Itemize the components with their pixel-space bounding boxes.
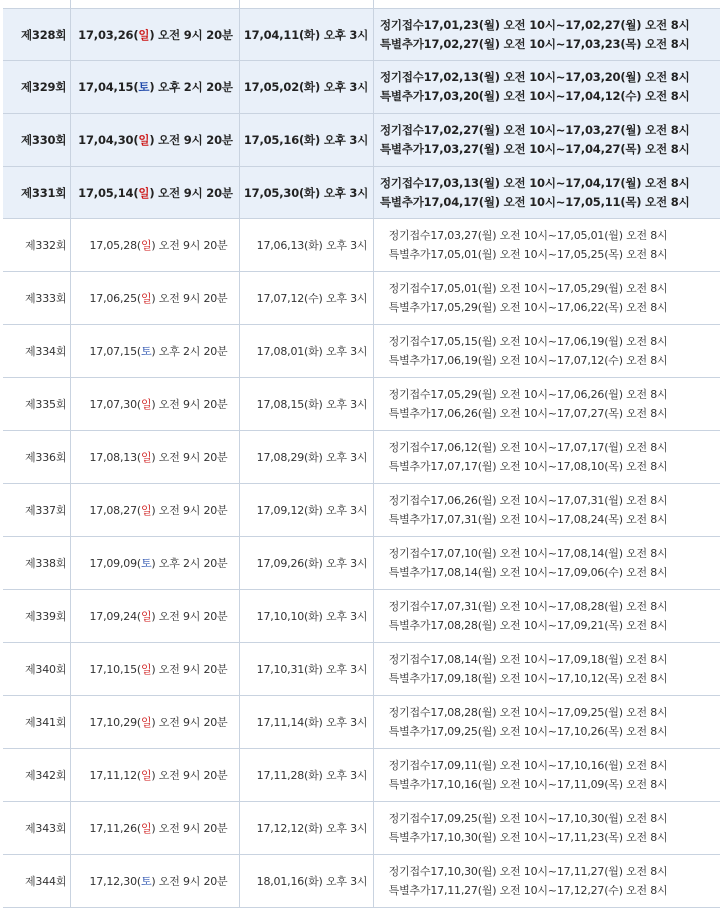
draw-time: ) 오전 9시 20분: [151, 875, 228, 888]
round-number: 제329회: [3, 61, 70, 114]
extra-application: 특별추가17,09,25(월) 오전 10시~17,10,26(목) 오전 8시: [388, 725, 668, 738]
draw-date: 17,10,29(: [89, 716, 141, 729]
extra-application: 특별추가17,08,14(월) 오전 10시~17,09,06(수) 오전 8시: [388, 566, 668, 579]
extra-application: 특별추가17,09,18(월) 오전 10시~17,10,12(목) 오전 8시: [388, 672, 668, 685]
top-edge-row: [3, 0, 720, 9]
extra-application: 특별추가17,05,29(월) 오전 10시~17,06,22(목) 오전 8시: [388, 301, 668, 314]
extra-application: 특별추가17,07,31(월) 오전 10시~17,08,24(목) 오전 8시: [388, 513, 668, 526]
draw-date: 17,10,15(: [89, 663, 141, 676]
draw-date: 17,09,24(: [89, 610, 141, 623]
regular-application: 정기접수17,06,26(월) 오전 10시~17,07,31(월) 오전 8시: [388, 494, 668, 507]
draw-weekday: 일: [140, 663, 152, 676]
schedule-row: [3, 537, 720, 590]
application-period: [373, 272, 720, 325]
schedule-row: [3, 272, 720, 325]
draw-datetime: [70, 114, 239, 167]
draw-date: 17,12,30(: [89, 875, 141, 888]
draw-weekday: 일: [140, 398, 152, 411]
draw-weekday: 일: [140, 451, 152, 464]
draw-datetime: [70, 749, 239, 802]
draw-weekday: 일: [140, 769, 152, 782]
draw-time: ) 오전 9시 20분: [149, 27, 233, 42]
regular-application: 정기접수17,10,30(월) 오전 10시~17,11,27(월) 오전 8시: [388, 865, 668, 878]
round-number: 제331회: [3, 167, 70, 219]
payment-start: 17,11,28(화) 오후 3시: [239, 749, 373, 802]
round-number: 제328회: [3, 9, 70, 61]
application-period: [373, 61, 720, 114]
draw-time: ) 오전 9시 20분: [149, 133, 233, 147]
draw-datetime: [70, 643, 239, 696]
round-number: 제335회: [3, 378, 70, 431]
draw-datetime: [70, 484, 239, 537]
regular-application: 정기접수17,09,11(월) 오전 10시~17,10,16(월) 오전 8시: [388, 759, 668, 772]
regular-application: 정기접수17,03,27(월) 오전 10시~17,05,01(월) 오전 8시: [388, 229, 668, 242]
draw-weekday: 토: [140, 875, 152, 888]
regular-application: 정기접수17,08,28(월) 오전 10시~17,09,25(월) 오전 8시: [388, 706, 668, 719]
draw-weekday: 토: [140, 557, 152, 570]
draw-datetime: [70, 61, 239, 114]
extra-application: 특별추가17,10,16(월) 오전 10시~17,11,09(목) 오전 8시: [388, 778, 668, 791]
application-period: [373, 378, 720, 431]
draw-time: ) 오전 9시 20분: [151, 239, 228, 252]
top-edge-cell: [239, 0, 373, 9]
draw-date: 17,04,30(: [78, 133, 139, 147]
application-period: [373, 9, 720, 61]
application-period: [373, 219, 720, 272]
schedule-table: [3, 0, 720, 908]
schedule-body: [3, 0, 720, 908]
application-period: [373, 114, 720, 167]
round-number: 제337회: [3, 484, 70, 537]
draw-time: ) 오후 2시 20분: [151, 345, 228, 358]
schedule-row: [3, 643, 720, 696]
regular-application: 정기접수17,09,25(월) 오전 10시~17,10,30(월) 오전 8시: [388, 812, 668, 825]
application-period: [373, 855, 720, 908]
application-period: [373, 167, 720, 219]
draw-datetime: [70, 590, 239, 643]
draw-time: ) 오전 9시 20분: [151, 451, 228, 464]
draw-datetime: [70, 802, 239, 855]
payment-start: 17,05,30(화) 오후 3시: [239, 167, 373, 219]
application-period: [373, 696, 720, 749]
regular-application: 정기접수17,03,13(월) 오전 10시~17,04,17(월) 오전 8시: [380, 175, 690, 190]
draw-date: 17,09,09(: [89, 557, 141, 570]
draw-date: 17,05,14(: [78, 185, 139, 200]
draw-datetime: [70, 272, 239, 325]
draw-time: ) 오전 9시 20분: [151, 663, 228, 676]
regular-application: 정기접수17,05,15(월) 오전 10시~17,06,19(월) 오전 8시: [388, 335, 668, 348]
schedule-row: [3, 855, 720, 908]
draw-weekday: 일: [140, 292, 152, 305]
application-period: [373, 590, 720, 643]
round-number: 제343회: [3, 802, 70, 855]
payment-start: 18,01,16(화) 오후 3시: [239, 855, 373, 908]
draw-date: 17,06,25(: [89, 292, 141, 305]
payment-start: 17,08,29(화) 오후 3시: [239, 431, 373, 484]
payment-start: 17,11,14(화) 오후 3시: [239, 696, 373, 749]
application-period: [373, 537, 720, 590]
draw-weekday: 일: [138, 185, 150, 200]
draw-datetime: [70, 855, 239, 908]
draw-datetime: [70, 325, 239, 378]
payment-start: 17,10,31(화) 오후 3시: [239, 643, 373, 696]
extra-application: 특별추가17,06,26(월) 오전 10시~17,07,27(목) 오전 8시: [388, 407, 668, 420]
round-number: 제338회: [3, 537, 70, 590]
regular-application: 정기접수17,06,12(월) 오전 10시~17,07,17(월) 오전 8시: [388, 441, 668, 454]
regular-application: 정기접수17,07,31(월) 오전 10시~17,08,28(월) 오전 8시: [388, 600, 668, 613]
draw-date: 17,11,26(: [89, 822, 141, 835]
round-number: 제333회: [3, 272, 70, 325]
regular-application: 정기접수17,05,01(월) 오전 10시~17,05,29(월) 오전 8시: [388, 282, 668, 295]
regular-application: 정기접수17,01,23(월) 오전 10시~17,02,27(월) 오전 8시: [380, 17, 690, 32]
regular-application: 정기접수17,05,29(월) 오전 10시~17,06,26(월) 오전 8시: [388, 388, 668, 401]
schedule-row: [3, 114, 720, 167]
draw-time: ) 오후 2시 20분: [151, 557, 228, 570]
extra-application: 특별추가17,07,17(월) 오전 10시~17,08,10(목) 오전 8시: [388, 460, 668, 473]
extra-application: 특별추가17,03,20(월) 오전 10시~17,04,12(수) 오전 8시: [380, 89, 690, 103]
regular-application: 정기접수17,07,10(월) 오전 10시~17,08,14(월) 오전 8시: [388, 547, 668, 560]
round-number: 제339회: [3, 590, 70, 643]
schedule-row: [3, 431, 720, 484]
draw-time: ) 오전 9시 20분: [151, 769, 228, 782]
draw-time: ) 오전 9시 20분: [151, 716, 228, 729]
draw-date: 17,07,30(: [89, 398, 141, 411]
payment-start: 17,12,12(화) 오후 3시: [239, 802, 373, 855]
draw-weekday: 일: [140, 504, 152, 517]
draw-date: 17,03,26(: [78, 27, 139, 42]
application-period: [373, 643, 720, 696]
draw-date: 17,04,15(: [78, 80, 139, 94]
draw-weekday: 일: [138, 27, 150, 42]
draw-time: ) 오전 9시 20분: [151, 822, 228, 835]
payment-start: 17,07,12(수) 오후 3시: [239, 272, 373, 325]
draw-weekday: 일: [140, 716, 152, 729]
draw-weekday: 일: [140, 239, 152, 252]
draw-weekday: 일: [138, 133, 150, 147]
application-period: [373, 484, 720, 537]
application-period: [373, 431, 720, 484]
schedule-row: [3, 167, 720, 219]
draw-weekday: 일: [140, 822, 152, 835]
payment-start: 17,09,26(화) 오후 3시: [239, 537, 373, 590]
extra-application: 특별추가17,06,19(월) 오전 10시~17,07,12(수) 오전 8시: [388, 354, 668, 367]
extra-application: 특별추가17,04,17(월) 오전 10시~17,05,11(목) 오전 8시: [380, 194, 690, 209]
application-period: [373, 325, 720, 378]
payment-start: 17,09,12(화) 오후 3시: [239, 484, 373, 537]
extra-application: 특별추가17,05,01(월) 오전 10시~17,05,25(목) 오전 8시: [388, 248, 668, 261]
payment-start: 17,04,11(화) 오후 3시: [239, 9, 373, 61]
schedule-row: [3, 802, 720, 855]
draw-date: 17,05,28(: [89, 239, 141, 252]
draw-datetime: [70, 431, 239, 484]
schedule-row: [3, 325, 720, 378]
extra-application: 특별추가17,10,30(월) 오전 10시~17,11,23(목) 오전 8시: [388, 831, 668, 844]
draw-time: ) 오후 2시 20분: [149, 80, 233, 94]
schedule-row: [3, 219, 720, 272]
regular-application: 정기접수17,08,14(월) 오전 10시~17,09,18(월) 오전 8시: [388, 653, 668, 666]
payment-start: 17,10,10(화) 오후 3시: [239, 590, 373, 643]
draw-time: ) 오전 9시 20분: [151, 504, 228, 517]
round-number: 제342회: [3, 749, 70, 802]
round-number: 제332회: [3, 219, 70, 272]
round-number: 제330회: [3, 114, 70, 167]
regular-application: 정기접수17,02,27(월) 오전 10시~17,03,27(월) 오전 8시: [380, 123, 690, 137]
schedule-row: [3, 749, 720, 802]
schedule-row: [3, 378, 720, 431]
payment-start: 17,06,13(화) 오후 3시: [239, 219, 373, 272]
draw-weekday: 토: [138, 80, 150, 94]
round-number: 제334회: [3, 325, 70, 378]
draw-datetime: [70, 167, 239, 219]
draw-date: 17,08,13(: [89, 451, 141, 464]
draw-time: ) 오전 9시 20분: [151, 292, 228, 305]
schedule-row: [3, 484, 720, 537]
top-edge-cell: [70, 0, 239, 9]
draw-time: ) 오전 9시 20분: [151, 398, 228, 411]
extra-application: 특별추가17,08,28(월) 오전 10시~17,09,21(목) 오전 8시: [388, 619, 668, 632]
top-edge-cell: [3, 0, 70, 9]
schedule-row: [3, 61, 720, 114]
application-period: [373, 802, 720, 855]
payment-start: 17,08,01(화) 오후 3시: [239, 325, 373, 378]
extra-application: 특별추가17,03,27(월) 오전 10시~17,04,27(목) 오전 8시: [380, 142, 690, 156]
draw-date: 17,07,15(: [89, 345, 141, 358]
schedule-row: [3, 9, 720, 61]
payment-start: 17,08,15(화) 오후 3시: [239, 378, 373, 431]
payment-start: 17,05,02(화) 오후 3시: [239, 61, 373, 114]
draw-datetime: [70, 696, 239, 749]
draw-datetime: [70, 9, 239, 61]
regular-application: 정기접수17,02,13(월) 오전 10시~17,03,20(월) 오전 8시: [380, 70, 690, 84]
draw-datetime: [70, 219, 239, 272]
round-number: 제336회: [3, 431, 70, 484]
extra-application: 특별추가17,11,27(월) 오전 10시~17,12,27(수) 오전 8시: [388, 884, 668, 897]
schedule-row: [3, 590, 720, 643]
top-edge-cell: [373, 0, 720, 9]
draw-datetime: [70, 537, 239, 590]
schedule-row: [3, 696, 720, 749]
draw-weekday: 일: [140, 610, 152, 623]
draw-weekday: 토: [140, 345, 152, 358]
draw-date: 17,11,12(: [89, 769, 141, 782]
draw-date: 17,08,27(: [89, 504, 141, 517]
draw-datetime: [70, 378, 239, 431]
application-period: [373, 749, 720, 802]
draw-time: ) 오전 9시 20분: [151, 610, 228, 623]
round-number: 제344회: [3, 855, 70, 908]
payment-start: 17,05,16(화) 오후 3시: [239, 114, 373, 167]
round-number: 제341회: [3, 696, 70, 749]
draw-time: ) 오전 9시 20분: [149, 185, 233, 200]
round-number: 제340회: [3, 643, 70, 696]
extra-application: 특별추가17,02,27(월) 오전 10시~17,03,23(목) 오전 8시: [380, 36, 690, 51]
